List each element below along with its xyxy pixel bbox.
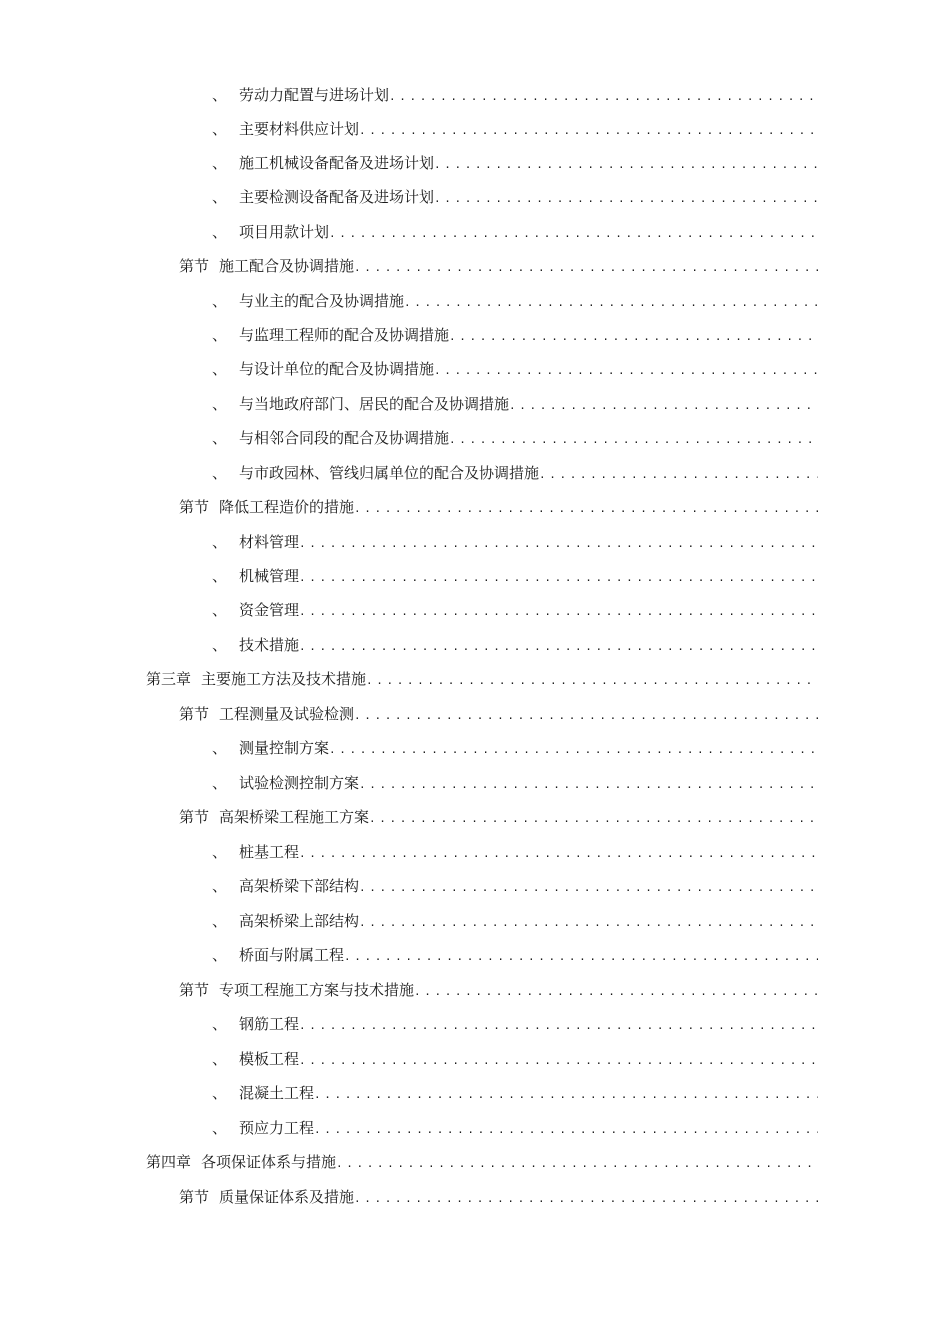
- toc-entry-number: 、: [212, 567, 228, 585]
- dot-leader: [344, 945, 818, 967]
- toc-section[interactable]: [179, 495, 818, 519]
- toc-section-title: 专项工程施工方案与技术措施: [219, 981, 415, 999]
- toc-entry-number: 、: [212, 188, 228, 206]
- toc-entry-title: 测量控制方案: [239, 739, 330, 757]
- dot-leader: [299, 842, 818, 864]
- dot-leader: [539, 463, 818, 485]
- dot-leader: [389, 85, 818, 107]
- toc-entry-title: 高架桥梁上部结构: [239, 912, 360, 930]
- toc-entry-title: 桥面与附属工程: [239, 946, 345, 964]
- dot-leader: [404, 291, 818, 313]
- toc-entry[interactable]: [212, 1047, 818, 1071]
- toc-entry[interactable]: [212, 151, 818, 175]
- toc-entry-title: 高架桥梁下部结构: [239, 877, 360, 895]
- dot-leader: [329, 222, 818, 244]
- toc-entry-number: 、: [212, 636, 228, 654]
- dot-leader: [359, 119, 818, 141]
- toc-section-number: 第节: [179, 705, 210, 723]
- toc-entry-title: 与设计单位的配合及协调措施: [239, 360, 435, 378]
- toc-entry-number: 、: [212, 1119, 228, 1137]
- dot-leader: [434, 153, 818, 175]
- toc-entry-title: 混凝土工程: [239, 1084, 315, 1102]
- dot-leader: [299, 1014, 818, 1036]
- toc-entry-title: 预应力工程: [239, 1119, 315, 1137]
- toc-entry[interactable]: [212, 220, 818, 244]
- toc-entry-number: 、: [212, 774, 228, 792]
- dot-leader: [509, 394, 818, 416]
- dot-leader: [354, 1187, 818, 1209]
- toc-entry-title: 机械管理: [239, 567, 300, 585]
- dot-leader: [299, 532, 818, 554]
- toc-chapter-title: 各项保证体系与措施: [201, 1153, 337, 1171]
- toc-section-number: 第节: [179, 808, 210, 826]
- toc-entry-number: 、: [212, 395, 228, 413]
- toc-entry-number: 、: [212, 843, 228, 861]
- toc-entry[interactable]: [212, 357, 818, 381]
- dot-leader: [449, 428, 818, 450]
- toc-entry[interactable]: [212, 1116, 818, 1140]
- toc-entry[interactable]: [212, 289, 818, 313]
- toc-entry-title: 试验检测控制方案: [239, 774, 360, 792]
- toc-section-number: 第节: [179, 1188, 210, 1206]
- toc-section[interactable]: [179, 702, 818, 726]
- dot-leader: [359, 773, 818, 795]
- toc-section-number: 第节: [179, 498, 210, 516]
- toc-entry[interactable]: [212, 1081, 818, 1105]
- toc-entry-number: 、: [212, 1050, 228, 1068]
- toc-entry-title: 资金管理: [239, 601, 300, 619]
- toc-entry[interactable]: [212, 909, 818, 933]
- toc-entry[interactable]: [212, 874, 818, 898]
- toc-entry-title: 项目用款计划: [239, 223, 330, 241]
- dot-leader: [359, 911, 818, 933]
- toc-entry[interactable]: [212, 117, 818, 141]
- toc-entry[interactable]: [212, 530, 818, 554]
- toc-entry[interactable]: [212, 392, 818, 416]
- dot-leader: [449, 325, 818, 347]
- toc-entry[interactable]: [212, 840, 818, 864]
- toc-section[interactable]: [179, 254, 818, 278]
- toc-entry-number: 、: [212, 877, 228, 895]
- toc-section-title: 高架桥梁工程施工方案: [219, 808, 370, 826]
- toc-entry[interactable]: [212, 771, 818, 795]
- toc-entry-title: 模板工程: [239, 1050, 300, 1068]
- toc-entry-title: 钢筋工程: [239, 1015, 300, 1033]
- toc-section-number: 第节: [179, 981, 210, 999]
- toc-entry-title: 材料管理: [239, 533, 300, 551]
- dot-leader: [414, 980, 818, 1002]
- toc-entry-number: 、: [212, 154, 228, 172]
- toc-section-number: 第节: [179, 257, 210, 275]
- dot-leader: [434, 187, 818, 209]
- dot-leader: [369, 807, 818, 829]
- dot-leader: [366, 669, 818, 691]
- toc-entry-number: 、: [212, 946, 228, 964]
- toc-entry-title: 劳动力配置与进场计划: [239, 86, 390, 104]
- toc-entry-title: 主要检测设备配备及进场计划: [239, 188, 435, 206]
- dot-leader: [354, 497, 818, 519]
- toc-entry[interactable]: [212, 736, 818, 760]
- toc-entry[interactable]: [212, 1012, 818, 1036]
- toc-section-title: 工程测量及试验检测: [219, 705, 355, 723]
- dot-leader: [354, 256, 818, 278]
- toc-chapter-number: 第三章: [146, 670, 192, 688]
- toc-entry[interactable]: [212, 564, 818, 588]
- toc-entry-number: 、: [212, 429, 228, 447]
- toc-entry-number: 、: [212, 739, 228, 757]
- toc-entry-number: 、: [212, 120, 228, 138]
- toc-entry[interactable]: [212, 323, 818, 347]
- toc-entry-number: 、: [212, 86, 228, 104]
- toc-section-title: 降低工程造价的措施: [219, 498, 355, 516]
- toc-section[interactable]: [179, 978, 818, 1002]
- toc-entry-number: 、: [212, 360, 228, 378]
- dot-leader: [299, 1049, 818, 1071]
- toc-entry-title: 与业主的配合及协调措施: [239, 292, 405, 310]
- toc-chapter[interactable]: [146, 1150, 818, 1174]
- toc-entry[interactable]: [212, 598, 818, 622]
- toc-section[interactable]: [179, 1185, 818, 1209]
- toc-entry-number: 、: [212, 464, 228, 482]
- toc-entry-title: 与监理工程师的配合及协调措施: [239, 326, 450, 344]
- dot-leader: [359, 876, 818, 898]
- toc-entry-number: 、: [212, 601, 228, 619]
- toc-entry-title: 主要材料供应计划: [239, 120, 360, 138]
- toc-section-title: 施工配合及协调措施: [219, 257, 355, 275]
- toc-entry[interactable]: [212, 633, 818, 657]
- toc-chapter[interactable]: [146, 667, 818, 691]
- toc-entry-title: 与相邻合同段的配合及协调措施: [239, 429, 450, 447]
- toc-entry-number: 、: [212, 326, 228, 344]
- toc-entry-title: 技术措施: [239, 636, 300, 654]
- toc-entry[interactable]: [212, 461, 818, 485]
- dot-leader: [434, 359, 818, 381]
- toc-entry[interactable]: [212, 426, 818, 450]
- dot-leader: [329, 738, 818, 760]
- toc-chapter-title: 主要施工方法及技术措施: [201, 670, 367, 688]
- toc-entry-title: 桩基工程: [239, 843, 300, 861]
- toc-entry-title: 施工机械设备配备及进场计划: [239, 154, 435, 172]
- dot-leader: [299, 566, 818, 588]
- toc-chapter-number: 第四章: [146, 1153, 192, 1171]
- dot-leader: [299, 600, 818, 622]
- dot-leader: [354, 704, 818, 726]
- toc-entry-title: 与当地政府部门、居民的配合及协调措施: [239, 395, 510, 413]
- dot-leader: [314, 1118, 818, 1140]
- toc-entry[interactable]: [212, 185, 818, 209]
- dot-leader: [314, 1083, 818, 1105]
- toc-entry-number: 、: [212, 912, 228, 930]
- dot-leader: [336, 1152, 818, 1174]
- toc-section[interactable]: [179, 805, 818, 829]
- toc-entry[interactable]: [212, 943, 818, 967]
- toc-entry-number: 、: [212, 533, 228, 551]
- toc-section-title: 质量保证体系及措施: [219, 1188, 355, 1206]
- toc-entry[interactable]: [212, 83, 818, 107]
- toc-entry-number: 、: [212, 1015, 228, 1033]
- toc-entry-number: 、: [212, 292, 228, 310]
- toc-entry-number: 、: [212, 1084, 228, 1102]
- dot-leader: [299, 635, 818, 657]
- toc-entry-title: 与市政园林、管线归属单位的配合及协调措施: [239, 464, 540, 482]
- toc-entry-number: 、: [212, 223, 228, 241]
